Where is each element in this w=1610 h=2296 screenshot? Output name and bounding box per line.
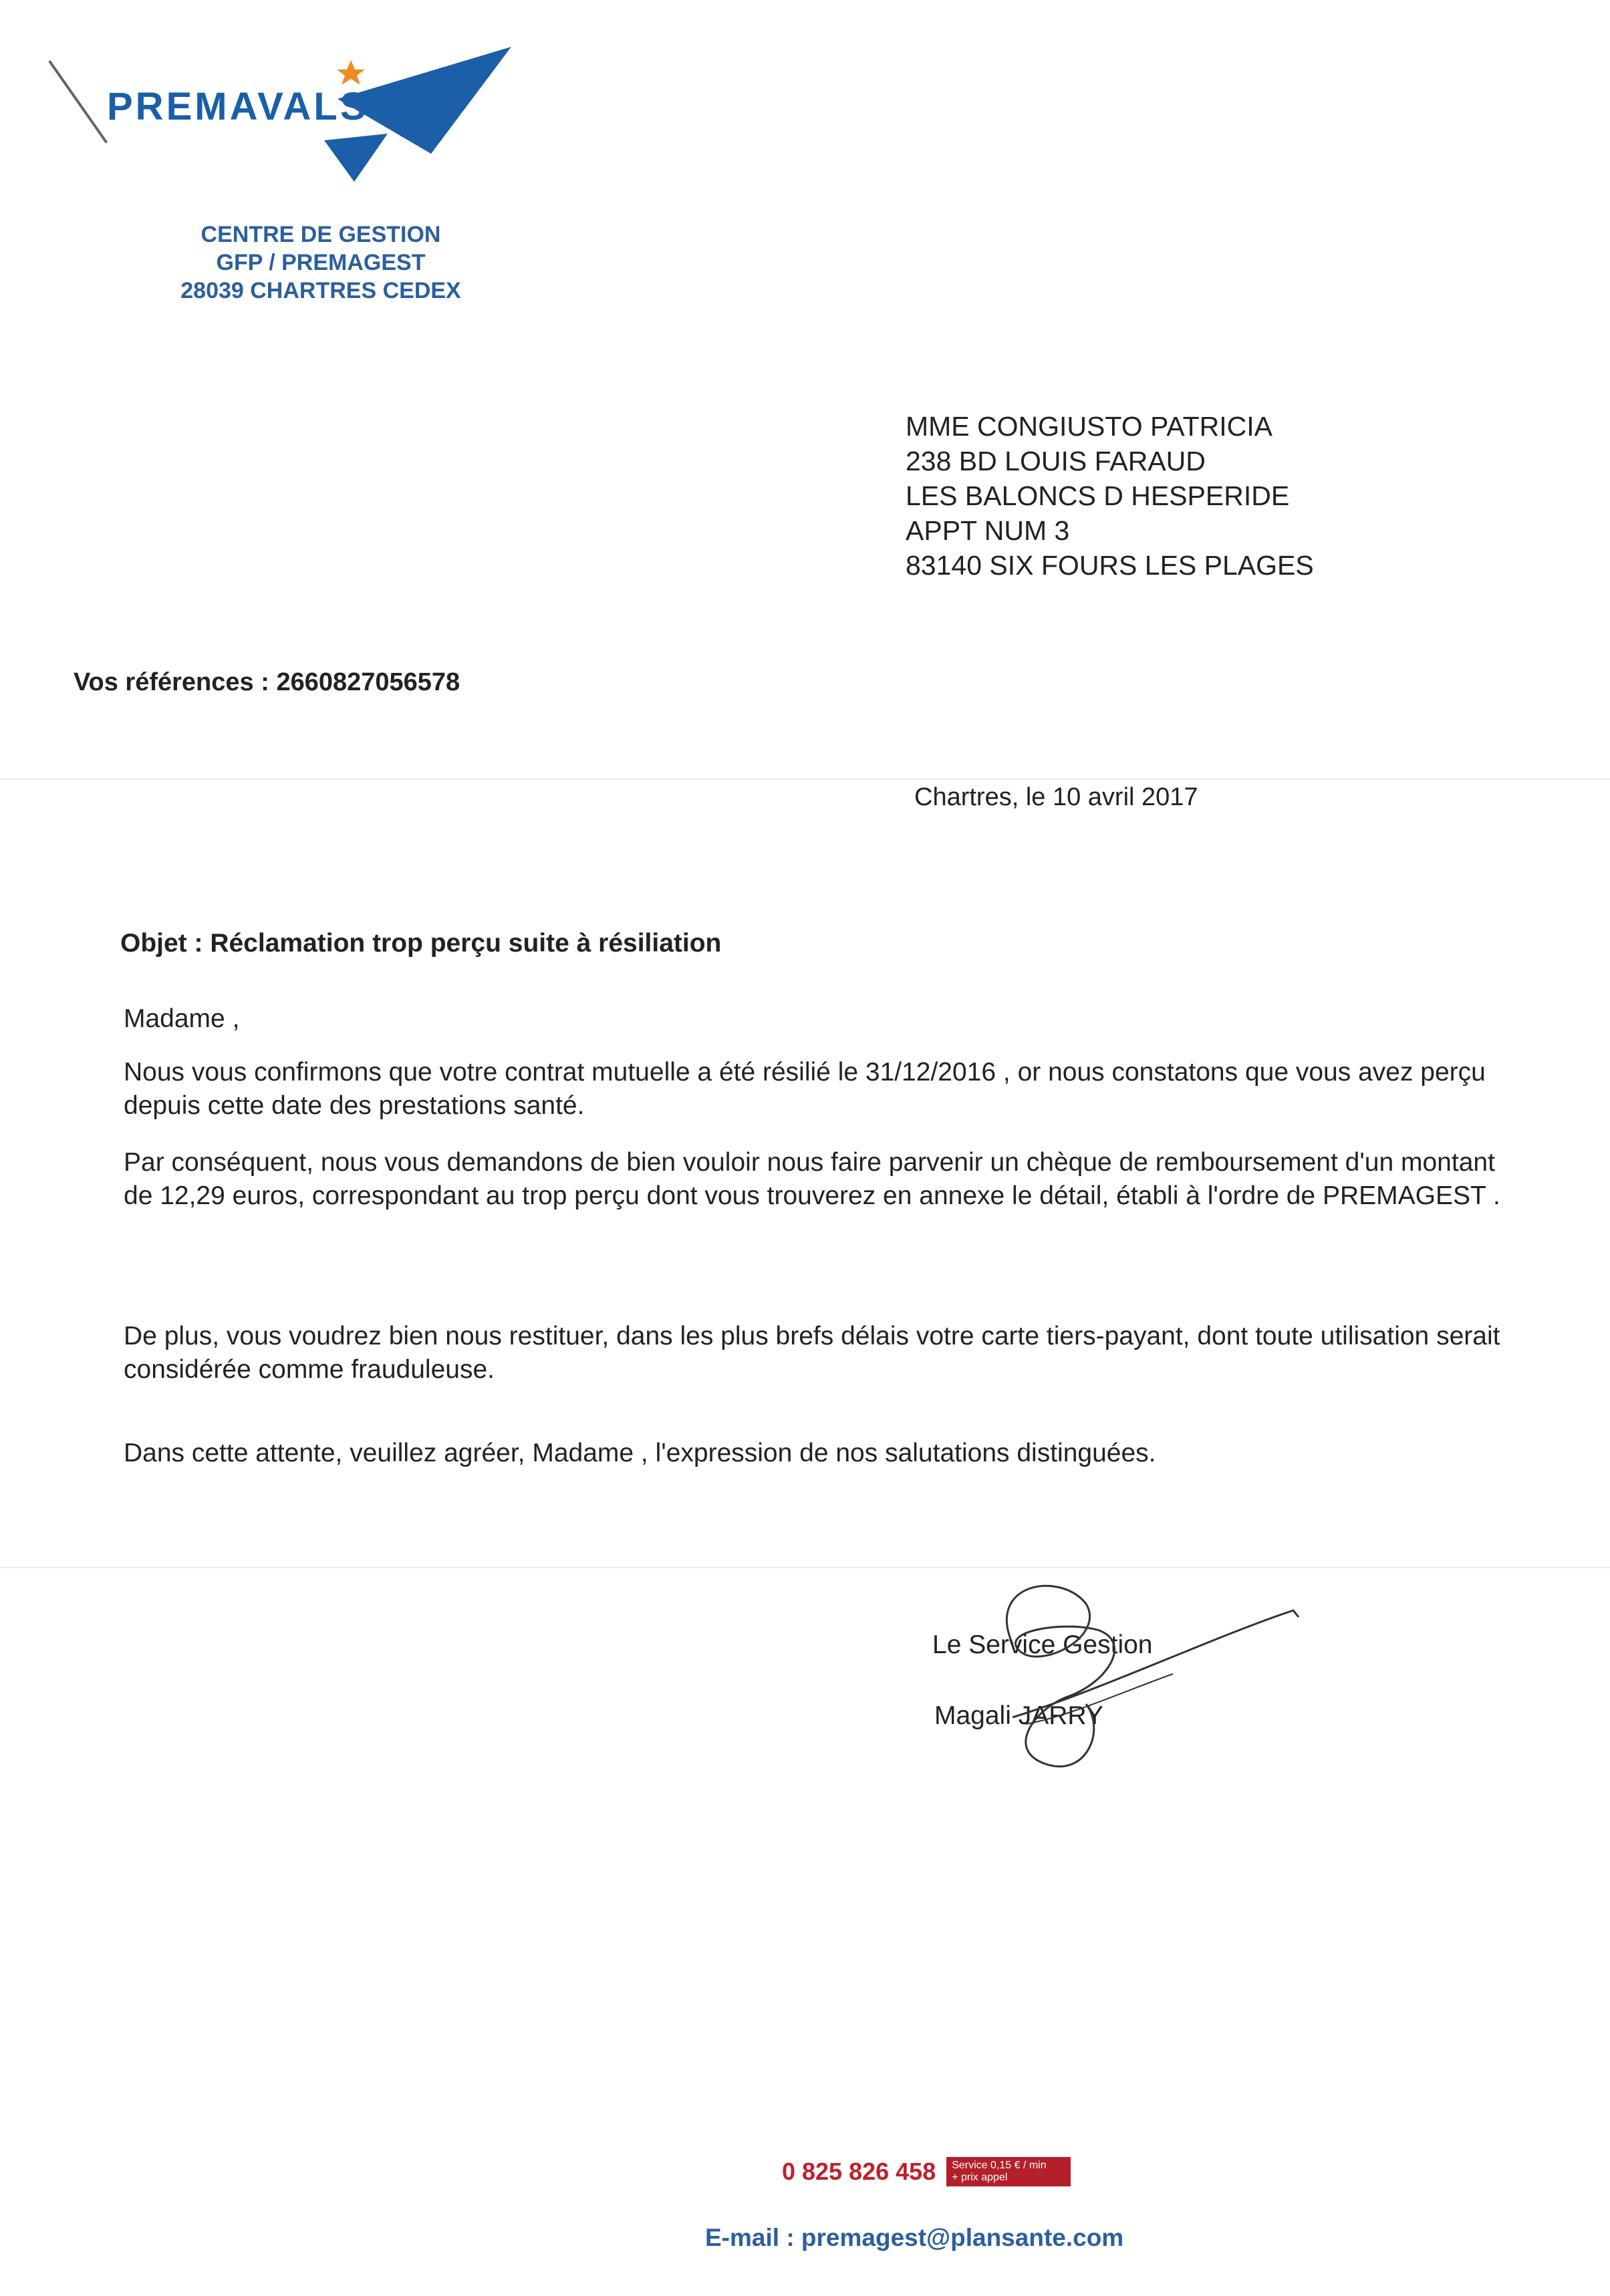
recipient-address bbox=[906, 409, 1314, 583]
sender-line-3: 28039 CHARTRES CEDEX bbox=[180, 278, 461, 303]
footer-email: E-mail : premagest@plansante.com bbox=[705, 2224, 1124, 2251]
signature-service: Le Service Gestion bbox=[932, 1630, 1153, 1659]
sender-block bbox=[134, 221, 508, 305]
paragraph-4: Dans cette attente, veuillez agréer, Madame , l'expression de nos salutations distinguées. bbox=[124, 1439, 1156, 1467]
phone-rate-line-2: + prix appel bbox=[952, 2172, 1008, 2183]
handwritten-signature bbox=[932, 1557, 1313, 1798]
fold-line-top bbox=[0, 778, 1610, 780]
salutation: Madame , bbox=[124, 1004, 240, 1033]
phone-rate-line-1: Service 0,15 € / min bbox=[952, 2160, 1047, 2171]
fold-line-bottom bbox=[0, 1567, 1610, 1568]
references: Vos références : 2660827056578 bbox=[74, 668, 460, 696]
recipient-appt: APPT NUM 3 bbox=[906, 515, 1070, 546]
staple-mark bbox=[48, 60, 108, 144]
premavals-logo bbox=[100, 40, 528, 187]
recipient-name: MME CONGIUSTO PATRICIA bbox=[906, 411, 1272, 442]
recipient-residence: LES BALONCS D HESPERIDE bbox=[906, 480, 1290, 511]
footer-phone bbox=[782, 2152, 1071, 2192]
phone-number: 0 825 826 458 bbox=[782, 2158, 936, 2185]
paragraph-3: De plus, vous voudrez bien nous restituer, dans les plus brefs délais votre carte tiers-payant, dont toute utilisation serait considérée comme frauduleuse. bbox=[124, 1322, 1500, 1384]
logo-text: PREMAVALS bbox=[107, 85, 369, 128]
phone-rate-badge bbox=[946, 2157, 1071, 2186]
sender-line-2: GFP / PREMAGEST bbox=[216, 250, 426, 275]
paragraph-1: Nous vous confirmons que votre contrat mutuelle a été résilié le 31/12/2016 , or nous constatons que vous avez perçu depuis cette date des prestations santé. bbox=[124, 1058, 1486, 1120]
letter-date: Chartres, le 10 avril 2017 bbox=[914, 783, 1198, 811]
recipient-city: 83140 SIX FOURS LES PLAGES bbox=[906, 550, 1314, 581]
sender-line-1: CENTRE DE GESTION bbox=[200, 222, 441, 247]
paragraph-2: Par conséquent, nous vous demandons de bien vouloir nous faire parvenir un chèque de remboursement d'un montant de 12,29 euros, correspondant au trop perçu dont vous trouverez en annexe le détail, établi à l'ordre de PREMAGEST . bbox=[124, 1148, 1500, 1210]
letter-subject: Objet : Réclamation trop perçu suite à résiliation bbox=[120, 929, 722, 958]
signature-name: Magali JARRY bbox=[934, 1701, 1103, 1730]
recipient-street: 238 BD LOUIS FARAUD bbox=[906, 446, 1206, 476]
